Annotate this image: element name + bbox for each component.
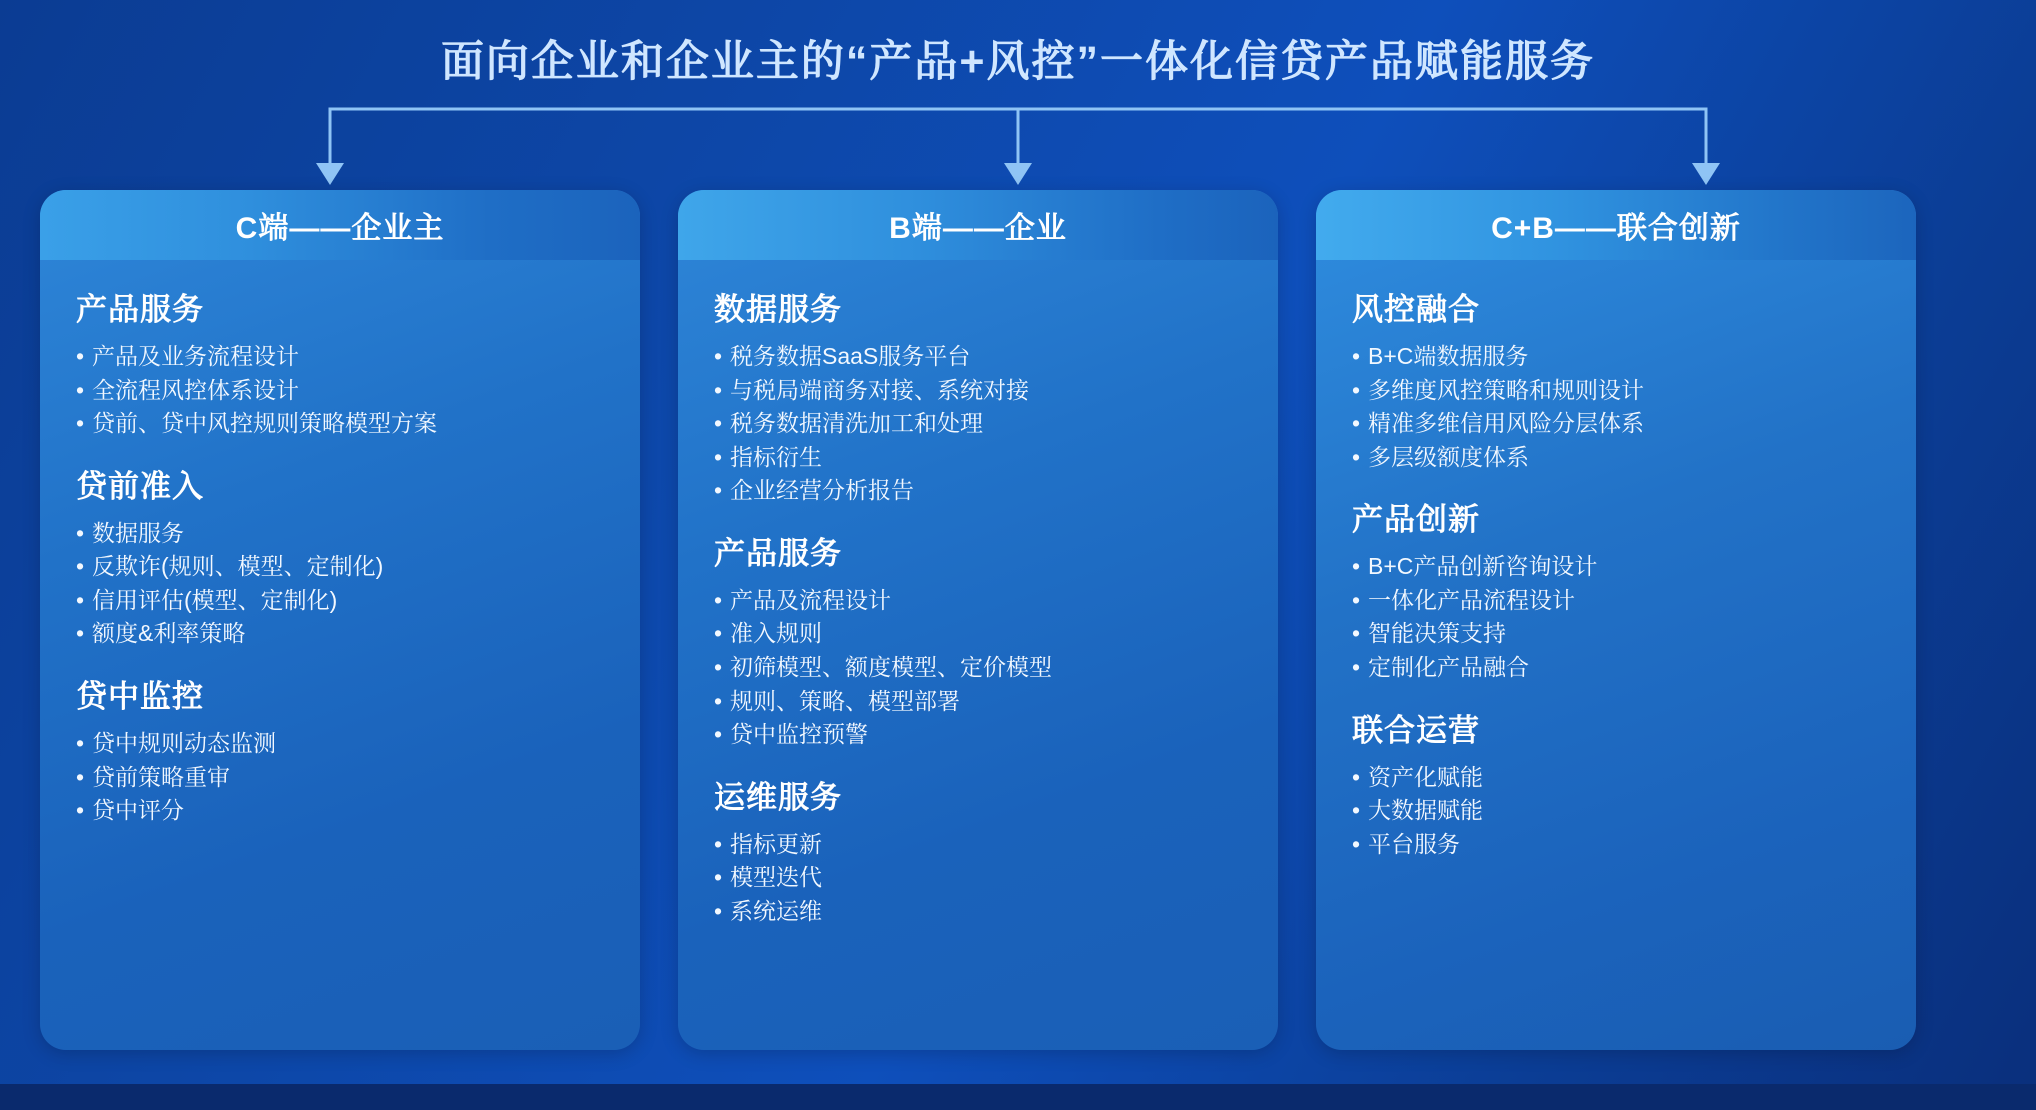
list-item: • 贷中规则动态监测	[76, 728, 604, 759]
list-item: • 企业经营分析报告	[714, 475, 1242, 506]
section-title: 运维服务	[714, 779, 842, 815]
list-item: • B+C端数据服务	[1352, 341, 1880, 372]
card-header-b-end: B端——企业	[678, 190, 1278, 260]
section-title: 贷中监控	[76, 679, 204, 715]
section-pre-loan-access	[76, 461, 604, 649]
list-item: • 指标更新	[714, 829, 1242, 860]
card-b-end[interactable]	[678, 190, 1278, 1050]
list-item: • 平台服务	[1352, 829, 1880, 860]
list-item: • 多层级额度体系	[1352, 442, 1880, 473]
list-item: • 数据服务	[76, 518, 604, 549]
list-item: • 指标衍生	[714, 442, 1242, 473]
bullet-list	[714, 829, 1242, 927]
list-item: • B+C产品创新咨询设计	[1352, 551, 1880, 582]
bullet-list	[76, 518, 604, 649]
list-item: • 贷前策略重审	[76, 762, 604, 793]
card-header-cb: C+B——联合创新	[1316, 190, 1916, 260]
list-item: • 产品及业务流程设计	[76, 341, 604, 372]
list-item: • 一体化产品流程设计	[1352, 585, 1880, 616]
section-title: 产品服务	[76, 292, 204, 327]
list-item: • 准入规则	[714, 618, 1242, 649]
card-body-c-end	[40, 260, 640, 849]
list-item: • 贷中监控预警	[714, 719, 1242, 750]
list-item: • 贷中评分	[76, 795, 604, 826]
section-joint-operation	[1352, 705, 1880, 860]
list-item: • 精准多维信用风险分层体系	[1352, 408, 1880, 439]
section-title: 风控融合	[1352, 292, 1480, 327]
list-item: • 多维度风控策略和规则设计	[1352, 375, 1880, 406]
section-in-loan-monitoring	[76, 671, 604, 826]
section-title: 产品服务	[714, 535, 842, 571]
list-item: • 全流程风控体系设计	[76, 375, 604, 406]
section-title: 数据服务	[714, 292, 842, 327]
list-item: • 税务数据清洗加工和处理	[714, 408, 1242, 439]
card-body-b-end	[678, 260, 1278, 950]
bullet-list	[1352, 341, 1880, 472]
bullet-list	[1352, 762, 1880, 860]
section-product-service	[76, 284, 604, 439]
section-title: 贷前准入	[76, 468, 204, 504]
list-item: • 额度&利率策略	[76, 618, 604, 649]
bullet-list	[76, 341, 604, 439]
list-item: • 规则、策略、模型部署	[714, 686, 1242, 717]
section-risk-fusion	[1352, 284, 1880, 472]
list-item: • 贷前、贷中风控规则策略模型方案	[76, 408, 604, 439]
page-title: 面向企业和企业主的“产品+风控”一体化信贷产品赋能服务	[440, 38, 1596, 86]
connector-lines	[0, 105, 2036, 195]
list-item: • 资产化赋能	[1352, 762, 1880, 793]
list-item: • 税务数据SaaS服务平台	[714, 341, 1242, 372]
bullet-list	[714, 585, 1242, 750]
list-item: • 大数据赋能	[1352, 795, 1880, 826]
card-c-end[interactable]	[40, 190, 640, 1050]
bullet-list	[1352, 551, 1880, 682]
section-product-service	[714, 528, 1242, 750]
card-row	[40, 190, 1996, 1050]
section-operations-service	[714, 772, 1242, 927]
list-item: • 模型迭代	[714, 862, 1242, 893]
card-cb-joint-innovation[interactable]	[1316, 190, 1916, 1050]
card-header-c-end: C端——企业主	[40, 190, 640, 260]
section-title: 联合运营	[1352, 712, 1480, 748]
list-item: • 与税局端商务对接、系统对接	[714, 375, 1242, 406]
list-item: • 系统运维	[714, 896, 1242, 927]
list-item: • 产品及流程设计	[714, 585, 1242, 616]
section-data-service	[714, 284, 1242, 506]
section-product-innovation	[1352, 494, 1880, 682]
bullet-list	[76, 728, 604, 826]
list-item: • 信用评估(模型、定制化)	[76, 585, 604, 616]
bullet-list	[714, 341, 1242, 506]
list-item: • 反欺诈(规则、模型、定制化)	[76, 551, 604, 582]
section-title: 产品创新	[1352, 502, 1480, 538]
card-body-cb	[1316, 260, 1916, 882]
list-item: • 定制化产品融合	[1352, 652, 1880, 683]
list-item: • 智能决策支持	[1352, 618, 1880, 649]
list-item: • 初筛模型、额度模型、定价模型	[714, 652, 1242, 683]
